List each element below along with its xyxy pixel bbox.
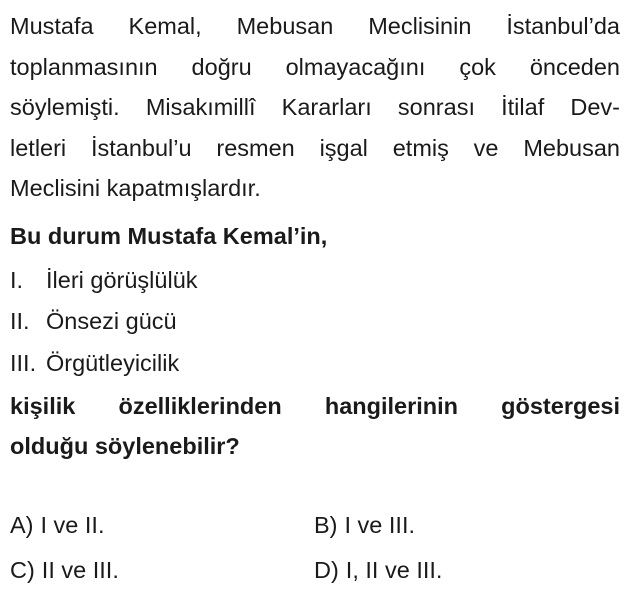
question-passage [10,6,620,209]
passage-line: letleri İstanbul’u resmen işgal etmiş ve Mebusan [10,134,620,161]
list-item [10,260,620,302]
question-stem: Bu durum Mustafa Kemal’in, [10,222,328,249]
question-block [10,6,620,466]
option-a[interactable] [10,505,314,545]
passage-line: söylemişti. Misakımillî Kararları sonrası İtilaf Dev- [10,94,620,120]
option-letter: D) [314,557,339,583]
list-item [10,343,620,385]
option-text: I ve II. [40,512,105,538]
prompt-line: kişilik özelliklerinden hangilerinin göstergesi [10,393,620,419]
option-letter: A) [10,512,34,538]
roman-numeral-list [10,260,620,385]
option-d[interactable] [314,550,618,590]
item-number: I. [10,266,24,293]
passage-line: Meclisini kapatmışlardır. [10,175,261,201]
prompt-line: olduğu söylenebilir? [10,433,240,459]
option-text: I ve III. [344,512,416,538]
option-letter: B) [314,512,338,538]
list-item [10,301,620,343]
option-letter: C) [10,557,35,583]
item-number: II. [10,308,30,334]
item-text: Örgütleyicilik [46,349,180,376]
item-text: Önsezi gücü [46,308,177,334]
option-text: II ve III. [41,557,119,583]
passage-line: Mustafa Kemal, Mebusan Meclisinin İstanbul’da [10,13,620,39]
question-prompt [10,386,620,466]
passage-line: toplanmasının doğru olmayacağını çok önceden [10,53,620,80]
item-number: III. [10,349,37,376]
answer-options [10,505,620,590]
item-text: İleri görüşlülük [46,266,198,293]
option-text: I, II ve III. [345,557,443,583]
option-c[interactable] [10,550,314,590]
option-b[interactable] [314,505,618,545]
